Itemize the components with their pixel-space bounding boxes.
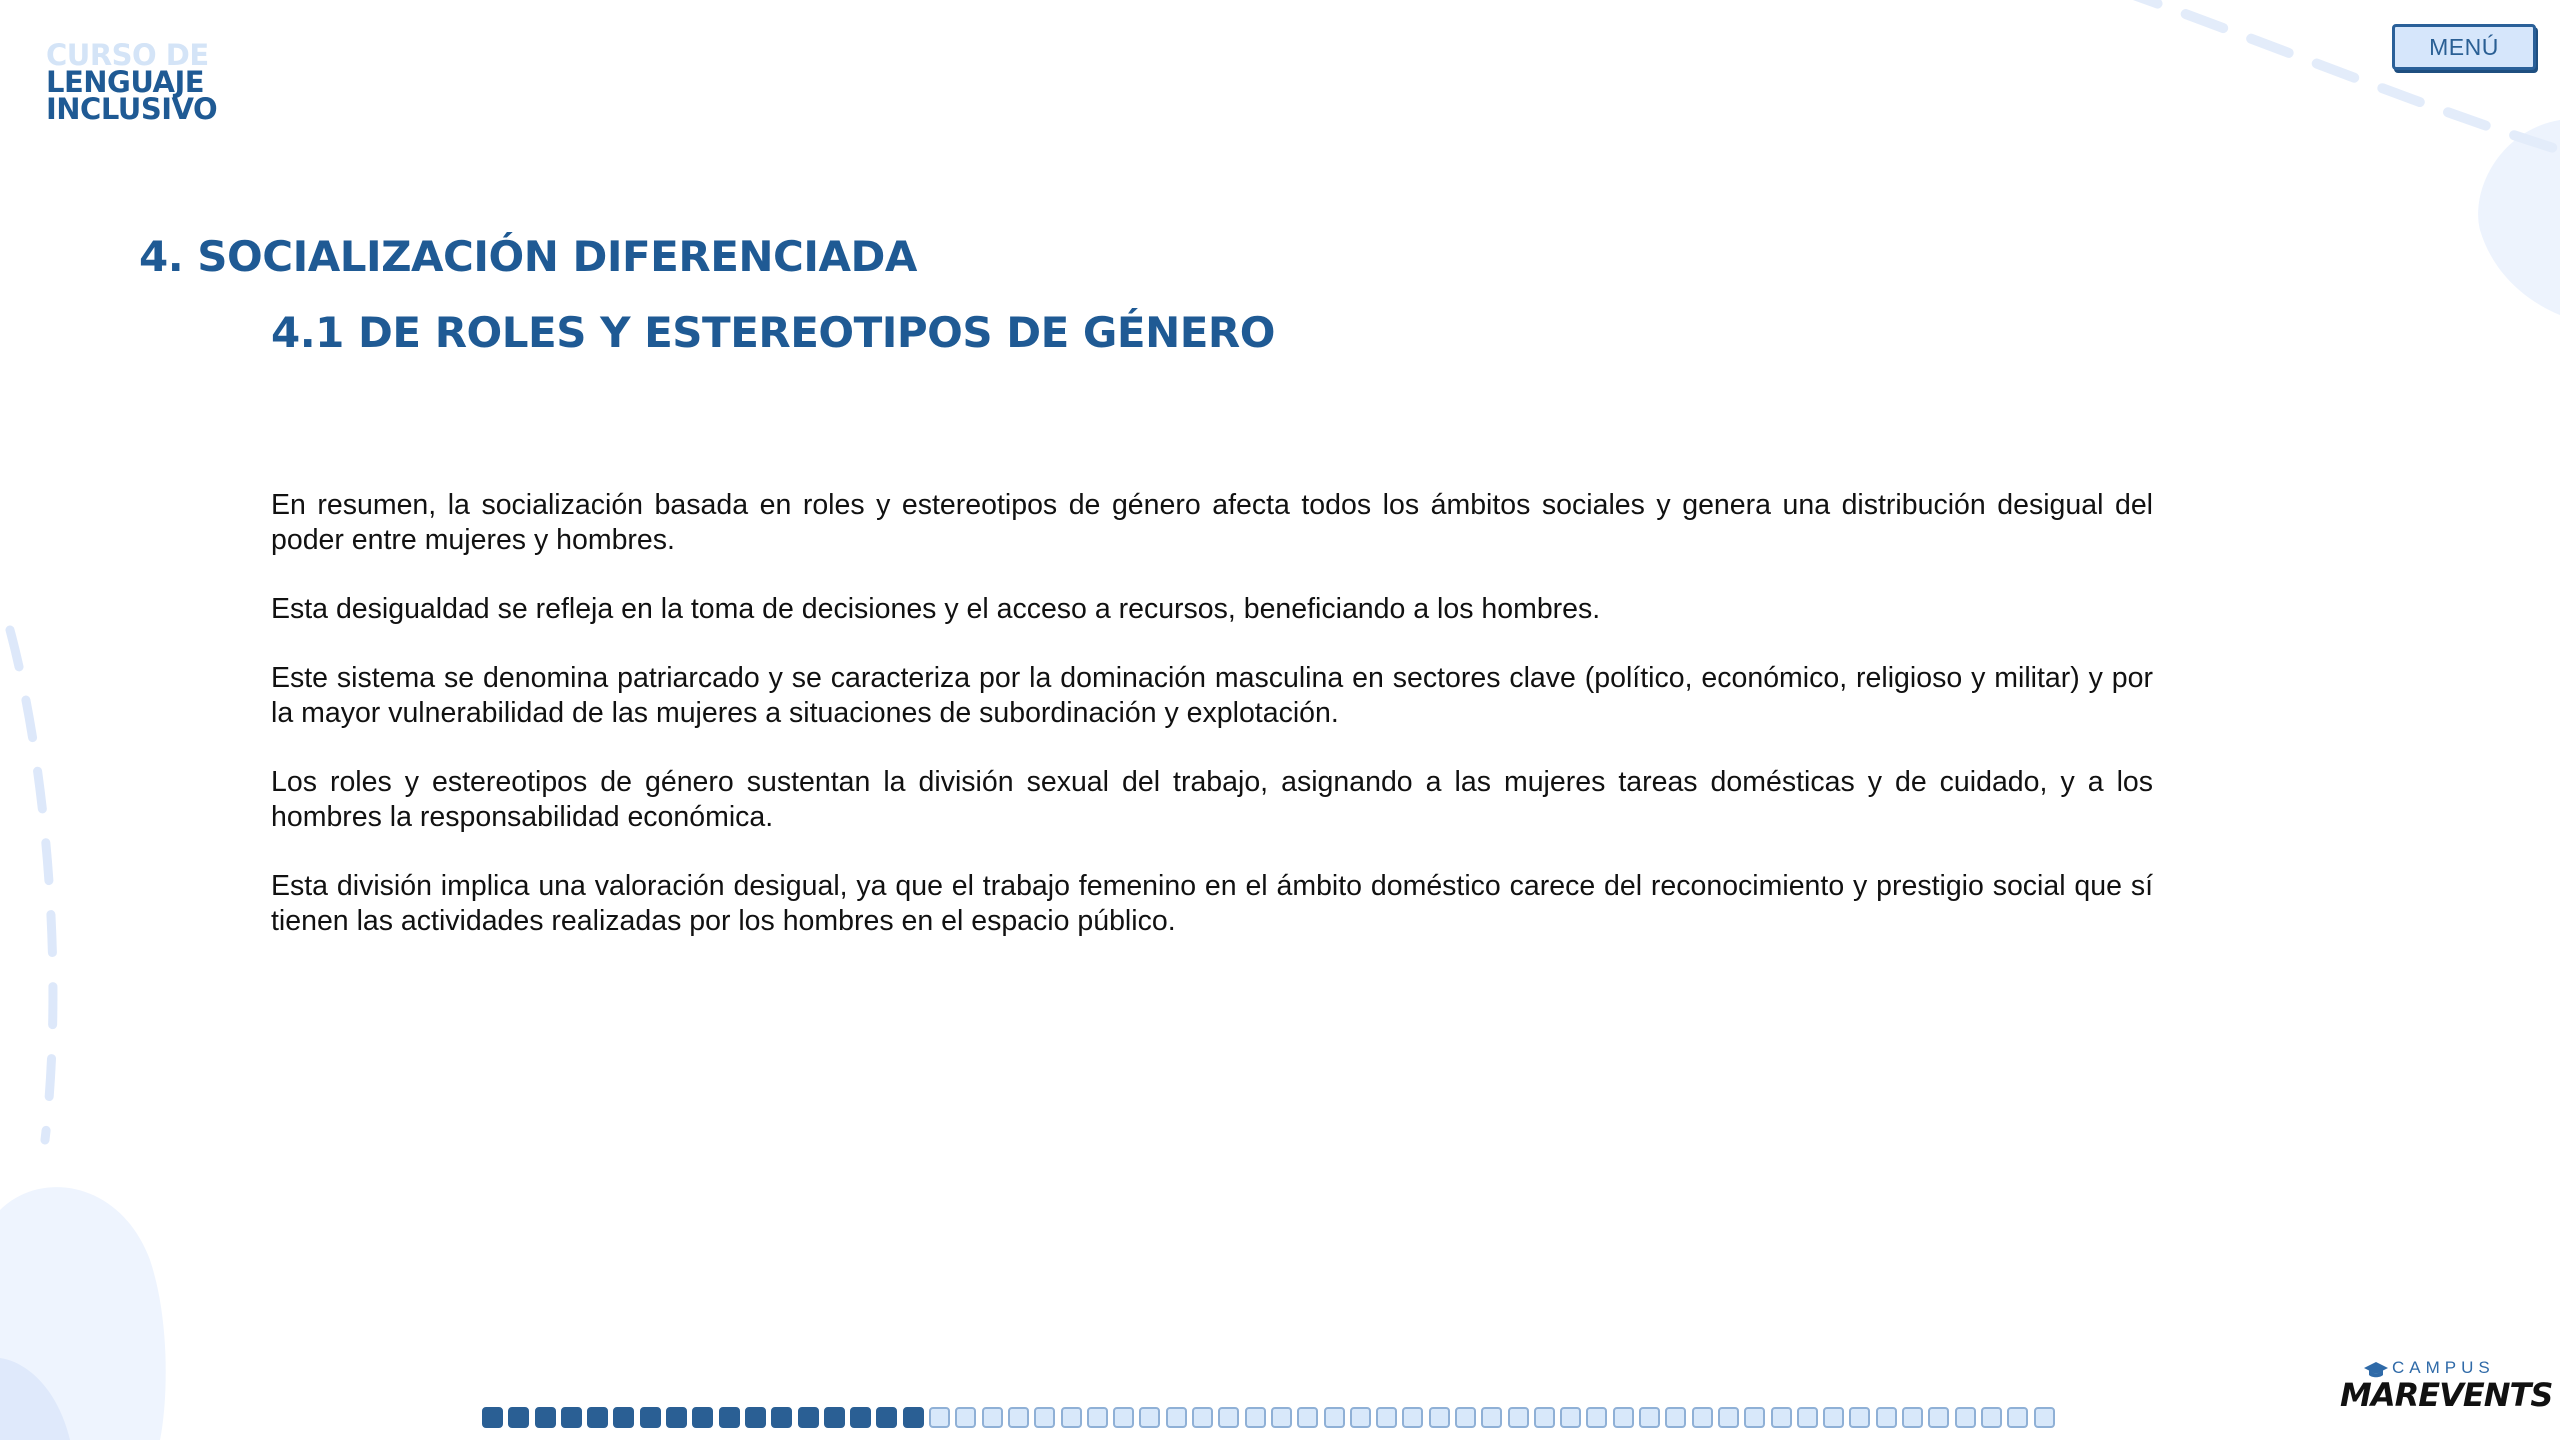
paragraph: Este sistema se denomina patriarcado y se caracteriza por la dominación masculina en sectores clave (político, económico, religioso y militar) y por la mayor vulnerabilidad de las mujeres a situaciones de subordinación y explotación.	[271, 662, 2153, 729]
progress-step-pending[interactable]	[1271, 1407, 1292, 1428]
progress-step-pending[interactable]	[1350, 1407, 1371, 1428]
progress-step-completed[interactable]	[903, 1407, 924, 1428]
progress-step-pending[interactable]	[1139, 1407, 1160, 1428]
paragraph: En resumen, la socialización basada en roles y estereotipos de género afecta todos los ámbitos sociales y genera una distribución desigual del poder entre mujeres y hombres.	[271, 489, 2153, 556]
progress-step-pending[interactable]	[1508, 1407, 1529, 1428]
progress-step-pending[interactable]	[1402, 1407, 1423, 1428]
bottom-left-blob	[0, 1187, 166, 1440]
progress-step-completed[interactable]	[771, 1407, 792, 1428]
progress-step-completed[interactable]	[482, 1407, 503, 1428]
progress-step-pending[interactable]	[1823, 1407, 1844, 1428]
progress-step-pending[interactable]	[1665, 1407, 1686, 1428]
progress-step-completed[interactable]	[876, 1407, 897, 1428]
progress-step-pending[interactable]	[1955, 1407, 1976, 1428]
progress-step-pending[interactable]	[1429, 1407, 1450, 1428]
progress-step-pending[interactable]	[2034, 1407, 2055, 1428]
paragraph: Los roles y estereotipos de género sustentan la división sexual del trabajo, asignando a las mujeres tareas domésticas y de cuidado, y a los hombres la responsabilidad económica.	[271, 766, 2153, 833]
progress-step-pending[interactable]	[1771, 1407, 1792, 1428]
progress-step-completed[interactable]	[824, 1407, 845, 1428]
progress-step-pending[interactable]	[1849, 1407, 1870, 1428]
progress-step-pending[interactable]	[1218, 1407, 1239, 1428]
progress-step-pending[interactable]	[1008, 1407, 1029, 1428]
progress-step-pending[interactable]	[1586, 1407, 1607, 1428]
progress-step-pending[interactable]	[1455, 1407, 1476, 1428]
progress-step-completed[interactable]	[798, 1407, 819, 1428]
progress-step-pending[interactable]	[1087, 1407, 1108, 1428]
progress-step-pending[interactable]	[1560, 1407, 1581, 1428]
progress-step-completed[interactable]	[640, 1407, 661, 1428]
course-logo-line-2: LENGUAJE	[46, 65, 205, 99]
progress-step-completed[interactable]	[666, 1407, 687, 1428]
progress-step-pending[interactable]	[1639, 1407, 1660, 1428]
left-dashed-arc	[10, 630, 53, 1140]
progress-step-pending[interactable]	[1876, 1407, 1897, 1428]
campus-marevents-logo	[2340, 1358, 2553, 1418]
course-logo-line-3: INCLUSIVO	[46, 92, 218, 126]
progress-step-pending[interactable]	[1297, 1407, 1318, 1428]
slide-progress-bar	[482, 1407, 2055, 1428]
progress-step-completed[interactable]	[745, 1407, 766, 1428]
content-body	[271, 488, 2153, 973]
progress-step-pending[interactable]	[1744, 1407, 1765, 1428]
paragraph: Esta desigualdad se refleja en la toma de decisiones y el acceso a recursos, beneficiando a los hombres.	[271, 593, 1601, 625]
brand-wordmark: MAREVENTS	[2340, 1376, 2553, 1414]
progress-step-pending[interactable]	[1245, 1407, 1266, 1428]
paragraph: Esta división implica una valoración desigual, ya que el trabajo femenino en el ámbito doméstico carece del reconocimiento y prestigio social que sí tienen las actividades realizadas por los hombres en el espacio público.	[271, 870, 2153, 937]
progress-step-completed[interactable]	[850, 1407, 871, 1428]
brand-campus-label: CAMPUS	[2392, 1358, 2495, 1377]
progress-step-pending[interactable]	[1113, 1407, 1134, 1428]
progress-step-pending[interactable]	[1981, 1407, 2002, 1428]
progress-step-pending[interactable]	[1902, 1407, 1923, 1428]
course-logo-line-1: CURSO DE	[46, 38, 209, 72]
progress-step-pending[interactable]	[1797, 1407, 1818, 1428]
top-right-dashed-arc	[2120, 0, 2560, 150]
progress-step-completed[interactable]	[587, 1407, 608, 1428]
progress-step-pending[interactable]	[1376, 1407, 1397, 1428]
progress-step-completed[interactable]	[613, 1407, 634, 1428]
progress-step-pending[interactable]	[1481, 1407, 1502, 1428]
course-logo	[46, 38, 218, 126]
progress-step-pending[interactable]	[1166, 1407, 1187, 1428]
progress-step-pending[interactable]	[1692, 1407, 1713, 1428]
progress-step-pending[interactable]	[1034, 1407, 1055, 1428]
progress-step-pending[interactable]	[1324, 1407, 1345, 1428]
bottom-left-blob-inner	[0, 1358, 70, 1440]
top-right-blob	[2478, 120, 2560, 315]
subsection-title: 4.1 DE ROLES Y ESTEREOTIPOS DE GÉNERO	[271, 308, 1275, 357]
progress-step-pending[interactable]	[1928, 1407, 1949, 1428]
progress-step-pending[interactable]	[1534, 1407, 1555, 1428]
progress-step-pending[interactable]	[2007, 1407, 2028, 1428]
progress-step-pending[interactable]	[955, 1407, 976, 1428]
progress-step-pending[interactable]	[1718, 1407, 1739, 1428]
progress-step-pending[interactable]	[1061, 1407, 1082, 1428]
progress-step-completed[interactable]	[719, 1407, 740, 1428]
progress-step-pending[interactable]	[929, 1407, 950, 1428]
progress-step-pending[interactable]	[1613, 1407, 1634, 1428]
progress-step-completed[interactable]	[692, 1407, 713, 1428]
progress-step-pending[interactable]	[1192, 1407, 1213, 1428]
progress-step-completed[interactable]	[535, 1407, 556, 1428]
progress-step-completed[interactable]	[508, 1407, 529, 1428]
progress-step-completed[interactable]	[561, 1407, 582, 1428]
progress-step-pending[interactable]	[982, 1407, 1003, 1428]
menu-button[interactable]: MENÚ	[2392, 24, 2536, 70]
section-title: 4. SOCIALIZACIÓN DIFERENCIADA	[139, 232, 917, 281]
